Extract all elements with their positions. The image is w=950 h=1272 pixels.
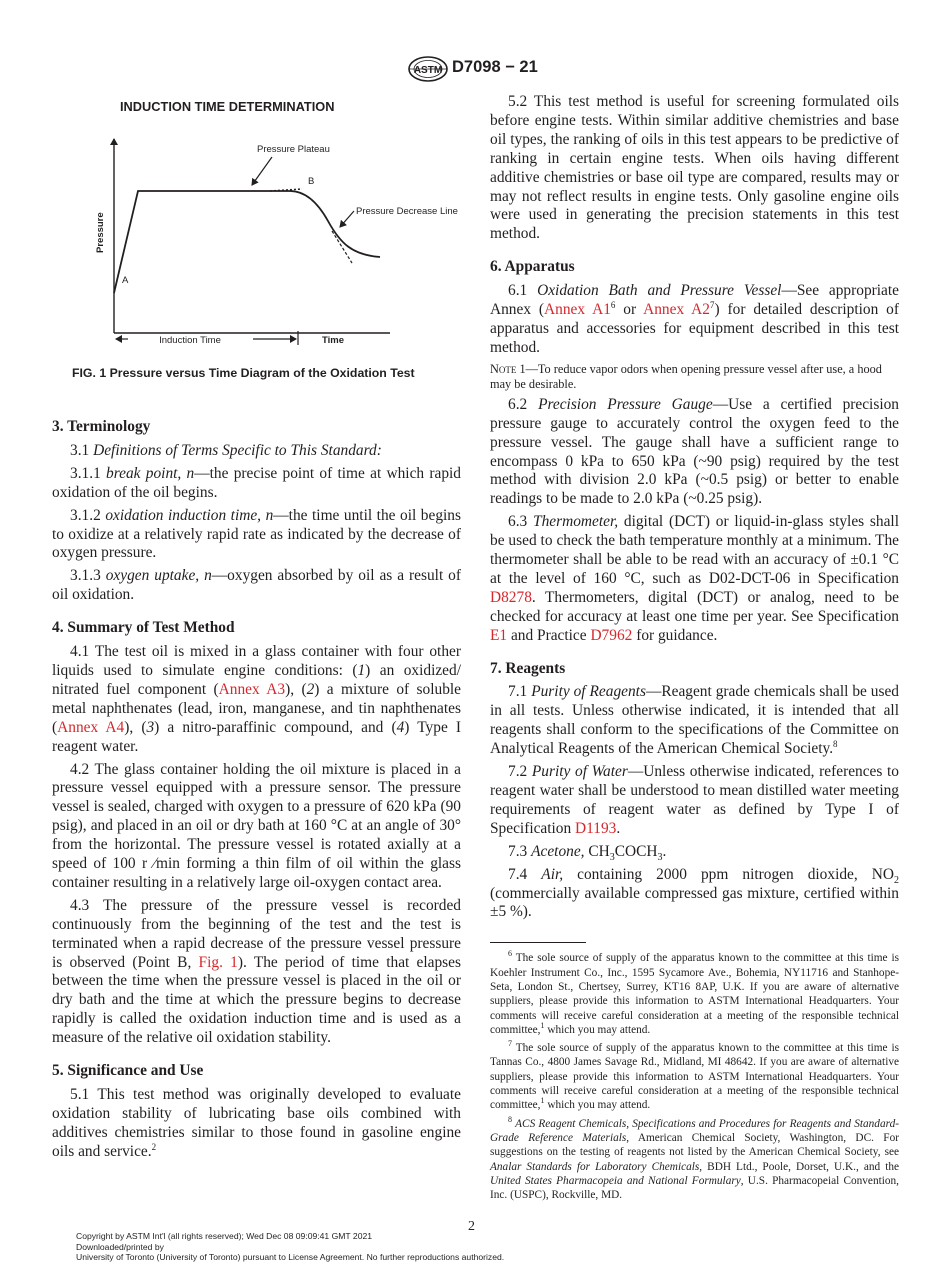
link-e1[interactable]: E1 [490,626,508,644]
para-6-2: 6.2 Precision Pressure Gauge—Use a certified precision pressure gauge to accurately control the oxygen feed to the pressure vessel. The gauge shall have a sufficient range to encompass 0 kPa to 650 kPa (~90 psig) required by the test method with division 2.0 kPa (~0.5 psig) or better to enable readings to be made to 2.0 kPa (~0.25 psig). [490,395,899,508]
pressure-time-diagram [90,133,458,358]
page-number: 2 [468,1219,475,1234]
para-3-1-3: 3.1.3 oxygen uptake, n—oxygen absorbed by oil as a result of oil oxidation. [52,567,461,604]
link-annex-a1[interactable]: Annex A1 [544,301,611,319]
para-6-3: 6.3 Thermometer, digital (DCT) or liquid-in-glass styles shall be used to check the bath temperature monthly at a minimum. The thermometer shall be able to be read with an accuracy of ±0.1 °C at the level of 160 °C, such as D02-DCT-06 in Specification D8278. Thermometers, digital (DCT) or analog, need to be checked for accuracy at least one time per year. See Specification E1 and Practice D7962 for guidance. [490,513,899,644]
footer-line-2: Downloaded/printed by [76,1241,164,1252]
logo-text: ASTM [413,65,443,76]
plateau-pointer [252,157,272,185]
footer-line-1: Copyright by ASTM Int'l (all rights reserved); Wed Dec 08 09:09:41 GMT 2021 [76,1231,373,1241]
para-7-4: 7.4 Air, containing 2000 ppm nitrogen dioxide, $NO_2$ (commercially available compressed gas mixture, certified within ±5 %). [490,865,899,921]
para-4-2: 4.2 The glass container holding the oil mixture is placed in a pressure vessel equipped with a pressure sensor. The pressure vessel is sealed, charged with oxygen to a pressure of 620 kPa (90 psig), and placed in an oil or dry bath at 160 °C at an angle of 30° from the horizontal. The pressure vessel is rotated axially at a speed of 100 r ⁄min forming a thin film of oil within the glass container resulting in a relatively large oil-oxygen contact area. [52,760,461,891]
label-point-a: A [122,275,129,286]
section-7-heading: 7. Reagents [490,659,566,677]
astm-logo [408,56,448,82]
para-4-1: 4.1 The test oil is mixed in a glass container with four other liquids used to simulate engine conditions: (1) an oxidized/ nitrated fuel component (Annex A3), (2) a mixture of soluble metal naphthenates (lead, iron, manganese, and tin naphthenates (Annex A4), (3) a nitro-paraffinic compound, and (4) Type I reagent water. [52,643,462,755]
section-6-heading: 6. Apparatus [490,258,575,276]
link-annex-a2[interactable]: Annex A2 [643,301,710,319]
left-column [52,93,461,1166]
footer-line-3: University of Toronto (University of Toronto) pursuant to License Agreement. No further reproductions authorized. [76,1252,505,1262]
section-4-heading: 4. Summary of Test Method [52,619,235,637]
figure-caption: FIG. 1 Pressure versus Time Diagram of the Oxidation Test [72,366,415,380]
figure-1 [52,93,461,393]
figure-title: INDUCTION TIME DETERMINATION [120,99,335,114]
footnote-divider [490,942,586,943]
x-axis-label: Time [322,335,345,346]
y-axis-label: Pressure [95,212,106,253]
link-fig-1[interactable]: Fig. 1 [198,953,238,971]
link-annex-a3[interactable]: Annex A3 [218,680,286,698]
para-7-3: 7.3 Acetone, $CH_3COCH_3$. [508,842,667,863]
decrease-pointer [340,211,354,227]
section-3-heading: 3. Terminology [52,418,151,435]
document-designation: D7098 − 21 [452,58,538,76]
link-d7962[interactable]: D7962 [590,626,633,644]
para-4-3: 4.3 The pressure of the pressure vessel is recorded continuously from the beginning of the test and the test is terminated when a rapid decrease of the pressure vessel pressure is observed (Point B, Fig. 1). The period of time that elapses between the time when the pressure vessel is placed in the oil or dry bath and the time at which the pressure begins to decrease rapidly is called the oxidation induction time and is used as a measure of the relative oil oxidation stability. [52,896,461,1047]
page-header [0,56,950,84]
label-point-b: B [308,176,315,187]
para-5-1: 5.1 This test method was originally developed to evaluate oxidation stability of lubricating base oils combined with additives chemistries similar to those found in gasoline engine oils and service.$^2$ [52,1086,461,1160]
link-d8278[interactable]: D8278 [490,588,532,606]
section-5-heading: 5. Significance and Use [52,1062,204,1080]
para-7-1: 7.1 Purity of Reagents—Reagent grade chemicals shall be used in all tests. Unless otherwise indicated, it is intended that all reagents shall conform to the specifications of the Committee on Analytical Reagents of the American Chemical Society.$^8$ [490,683,899,758]
para-6-1: 6.1 Oxidation Bath and Pressure Vessel—See appropriate Annex (Annex $A1^6$ or Annex $A2^7$) for detailed description of apparatus and accessories for equipment described in this test method. [490,282,899,356]
para-5-2: 5.2 This test method is useful for screening formulated oils before engine tests. Within similar additive chemistries and base oil types, the ranking of oils in this test appears to be predictive of ranking in certain engine tests. When oils having different additive chemistries or base oil type are compared, results may or may not reflect results in engine tests. Only gasoline engine oils were used in generating the precision statements in this test method. [490,93,899,243]
right-column [490,93,899,1206]
para-3-1-2: 3.1.2 oxidation induction time, n—the time until the oil begins to oxidize at a relatively rapid rate as indicated by the decrease of oxygen pressure. [52,506,461,562]
para-7-2: 7.2 Purity of Water—Unless otherwise indicated, references to reagent water shall be understood to mean distilled water meeting requirements of reagent water as defined by Type I of Specification D1193. [490,763,899,837]
label-pressure-plateau: Pressure Plateau [257,144,330,155]
para-3-1: 3.1 Definitions of Terms Specific to This Standard: [70,441,382,459]
para-3-1-1: 3.1.1 break point, n—the precise point of time at which rapid oxidation of the oil begins. [52,464,461,501]
link-d1193[interactable]: D1193 [575,819,617,837]
link-annex-a4[interactable]: Annex A4 [57,718,125,736]
footnote-7: $^7$ The sole source of supply of the apparatus known to the committee at this time is Tannas Co., 4800 James Savage Rd., Midland, MI 48642. If you are aware of alternative suppliers, please provide this information to ASTM International Headquarters. Your comments will receive careful consideration at a meeting of the responsible technical committee,$^1$ which you may attend. [490,1039,899,1112]
copyright-footer [76,1231,504,1263]
pressure-curve [114,191,380,293]
note-1: Note 1—To reduce vapor odors when opening pressure vessel after use, a hood may be desirable. [490,361,882,391]
footnote-8: $^8$ ACS Reagent Chemicals, Specifications and Procedures for Reagents and Standard-Grade Reference Materials, American Chemical Society, Washington, DC. For suggestions on the testing of reagents not listed by the American Chemical Society, see Analar Standards for Laboratory Chemicals, BDH Ltd., Poole, Dorset, U.K., and the United States Pharmacopeia and National Formulary, U.S. Pharmacopeial Convention, Inc. (USPC), Rockville, MD. [490,1114,899,1202]
label-pressure-decrease-line: Pressure Decrease Line [356,206,458,217]
footnote-6: $^6$ The sole source of supply of the apparatus known to the committee at this time is Koehler Instrument Co., Inc., 1595 Sycamore Ave., Bohemia, NY11716 and Stanhope-Seta, London St., Chertsey, Surrey, KT16 8AP, U.K. If you are aware of alternative suppliers, please provide this information to ASTM International Headquarters. Your comments will receive careful consideration at a meeting of the responsible technical committee,$^1$ which you may attend. [490,949,899,1036]
induction-time-label: Induction Time [159,335,221,346]
